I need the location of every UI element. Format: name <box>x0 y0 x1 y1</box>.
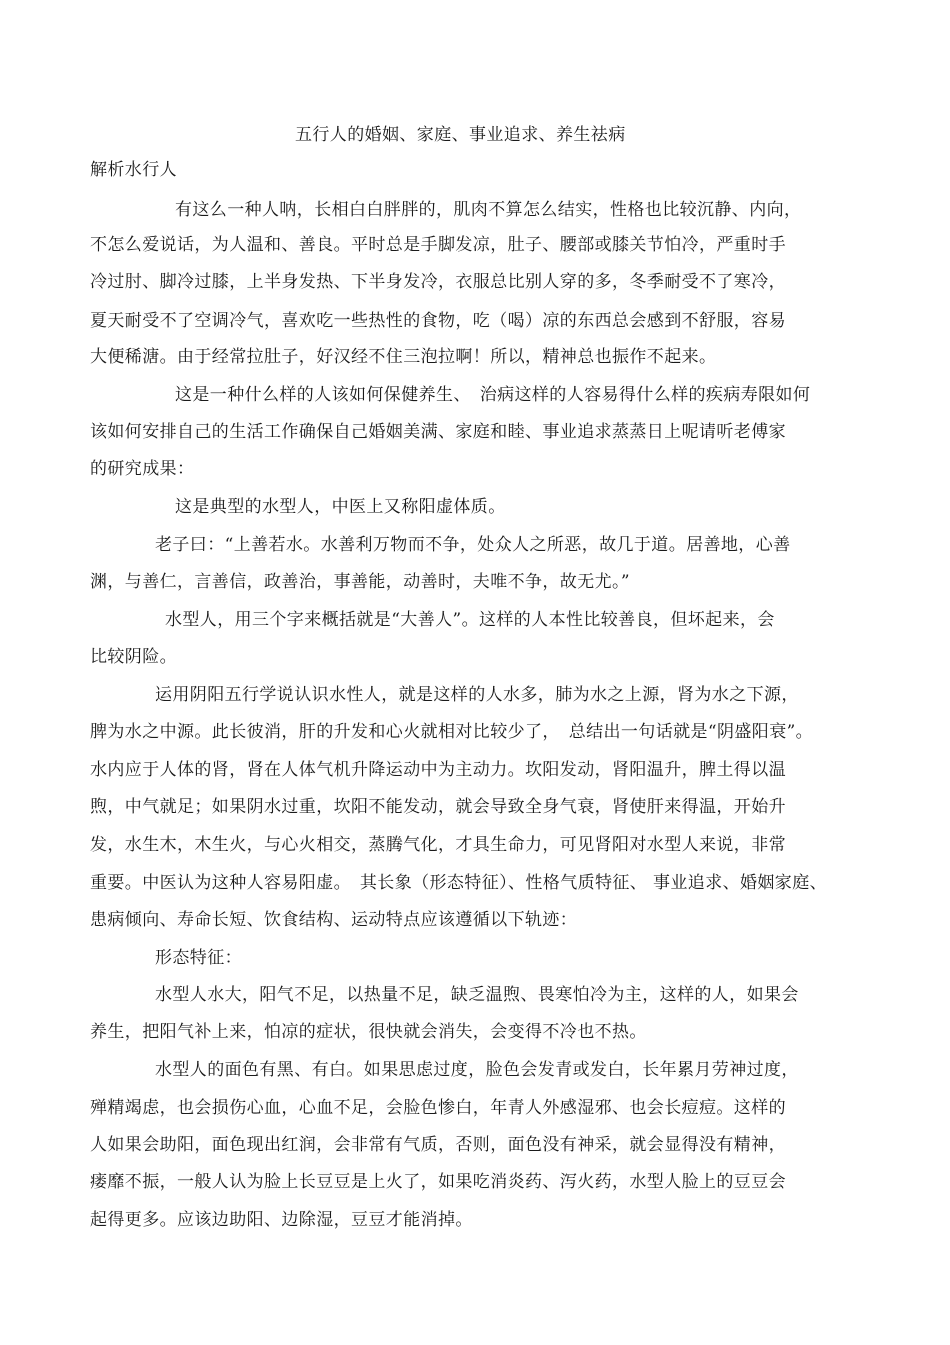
paragraph-line: 起得更多。应该边助阳、边除湿，豆豆才能消掉。 <box>90 1210 473 1230</box>
section-heading: 解析水行人 <box>90 160 177 180</box>
paragraph-line: 水型人，用三个字来概括就是“大善人”。这样的人本性比较善良，但坏起来，会 <box>165 610 775 630</box>
paragraph-line: 水内应于人体的肾，肾在人体气机升降运动中为主动力。坎阳发动，肾阳温升，脾土得以温 <box>90 760 786 780</box>
paragraph-line: 的研究成果： <box>90 459 195 479</box>
paragraph-line: 运用阴阳五行学说认识水性人，就是这样的人水多，肺为水之上源，肾为水之下源， <box>155 685 799 705</box>
paragraph-line: 有这么一种人呐，长相白白胖胖的，肌肉不算怎么结实，性格也比较沉静、内向， <box>175 200 802 220</box>
paragraph-line: 瘘靡不振，一般人认为脸上长豆豆是上火了，如果吃消炎药、泻火药，水型人脸上的豆豆会 <box>90 1172 786 1192</box>
paragraph-line: 渊，与善仁，言善信，政善治，事善能，动善时，夫唯不争，故无尤。” <box>90 572 630 592</box>
paragraph-line: 该如何安排自己的生活工作确保自己婚姻美满、家庭和睦、事业追求蒸蒸日上呢请听老傅家 <box>90 422 786 442</box>
paragraph-line: 夏天耐受不了空调冷气，喜欢吃一些热性的食物，吃（喝）凉的东西总会感到不舒服，容易 <box>90 311 786 331</box>
paragraph-line: 冷过肘、脚冷过膝，上半身发热、下半身发冷，衣服总比别人穿的多，冬季耐受不了寒冷， <box>90 272 786 292</box>
paragraph-line: 大便稀溏。由于经常拉肚子，好汉经不住三泡拉啊！所以，精神总也振作不起来。 <box>90 347 717 367</box>
paragraph-line: 比较阴险。 <box>90 647 177 667</box>
paragraph-line: 水型人水大，阳气不足，以热量不足，缺乏温煦、畏寒怕冷为主，这样的人，如果会 <box>155 985 799 1005</box>
section-label: 形态特征： <box>155 948 242 968</box>
paragraph-line: 煦，中气就足；如果阴水过重，坎阳不能发动，就会导致全身气衰，肾使肝来得温，开始升 <box>90 797 786 817</box>
paragraph-line: 养生，把阳气补上来，怕凉的症状，很快就会消失，会变得不冷也不热。 <box>90 1022 647 1042</box>
paragraph-line: 这是一种什么样的人该如何保健养生、 治病这样的人容易得什么样的疾病寿限如何 <box>175 385 811 405</box>
page-title: 五行人的婚姻、家庭、事业追求、养生祛病 <box>295 125 626 145</box>
paragraph-line: 殚精竭虑，也会损伤心血，心血不足，会脸色惨白，年青人外感湿邪、也会长痘痘。这样的 <box>90 1098 786 1118</box>
paragraph-line: 人如果会助阳，面色现出红润，会非常有气质，否则，面色没有神采，就会显得没有精神， <box>90 1135 786 1155</box>
paragraph-line: 脾为水之中源。此长彼消，肝的升发和心火就相对比较少了， 总结出一句话就是“阴盛阳衰”。 <box>90 722 814 742</box>
paragraph-line: 患病倾向、寿命长短、饮食结构、运动特点应该遵循以下轨迹： <box>90 910 578 930</box>
paragraph-line: 不怎么爱说话，为人温和、善良。平时总是手脚发凉，肚子、腰部或膝关节怕冷，严重时手 <box>90 235 786 255</box>
paragraph-line: 发，水生木，木生火，与心火相交，蒸腾气化，才具生命力，可见肾阳对水型人来说，非常 <box>90 835 786 855</box>
paragraph-line: 这是典型的水型人，中医上又称阳虚体质。 <box>175 497 506 517</box>
paragraph-line: 水型人的面色有黑、有白。如果思虑过度，脸色会发青或发白，长年累月劳神过度， <box>155 1060 799 1080</box>
paragraph-line: 重要。中医认为这种人容易阳虚。 其长象（形态特征）、性格气质特征、 事业追求、婚姻家庭、 <box>90 873 828 893</box>
paragraph-line: 老子曰：“上善若水。水善利万物而不争，处众人之所恶，故几于道。居善地，心善 <box>155 535 791 555</box>
